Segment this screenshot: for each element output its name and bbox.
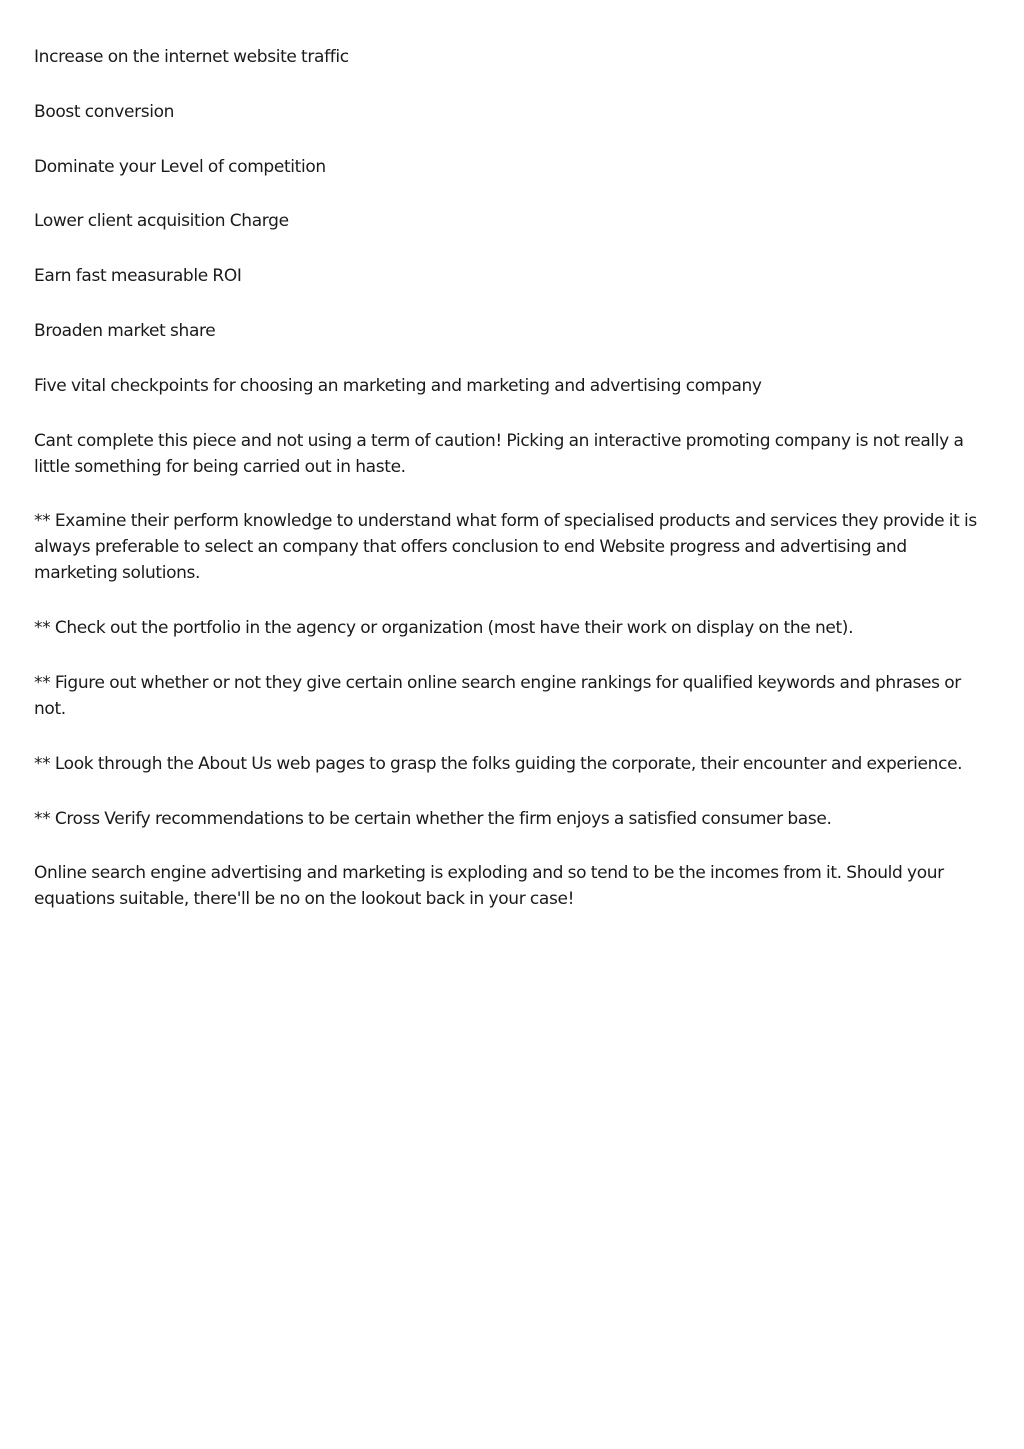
benefit-item-roi: Earn fast measurable ROI — [34, 266, 242, 287]
benefit-item-conversion: Boost conversion — [34, 101, 175, 122]
checkpoint-item-portfolio: ** Check out the portfolio in the agency or organization (most have their work on display on the net). — [34, 618, 854, 639]
benefit-item-traffic: Increase on the internet website traffic — [34, 47, 349, 67]
caution-paragraph: Cant complete this piece and not using a term of caution! Picking an interactive promoting company is not really a little something for being carried out in haste. — [34, 430, 964, 477]
benefit-item-acquisition: Lower client acquisition Charge — [34, 211, 289, 232]
checkpoint-item-recommendations: ** Cross Verify recommendations to be certain whether the firm enjoys a satisfied consumer base. — [34, 808, 832, 829]
benefit-item-competition: Dominate your Level of competition — [34, 156, 326, 177]
checkpoint-item-rankings: ** Figure out whether or not they give certain online search engine rankings for qualified keywords and phrases or not. — [34, 672, 961, 719]
closing-paragraph: Online search engine advertising and marketing is exploding and so tend to be the incomes from it. Should your equations suitable, there'll be no on the lookout back in your case! — [34, 863, 944, 910]
checkpoint-item-knowledge: ** Examine their perform knowledge to understand what form of specialised products and services they provide it is always preferable to select an company that offers conclusion to end Website progress and advertising and marketing solutions. — [34, 511, 977, 584]
document-body — [34, 44, 994, 941]
checkpoint-item-about-us: ** Look through the About Us web pages to grasp the folks guiding the corporate, their encounter and experience. — [34, 753, 963, 774]
section-heading-checkpoints: Five vital checkpoints for choosing an marketing and marketing and advertising company — [34, 375, 762, 396]
benefit-item-market-share: Broaden market share — [34, 320, 216, 341]
